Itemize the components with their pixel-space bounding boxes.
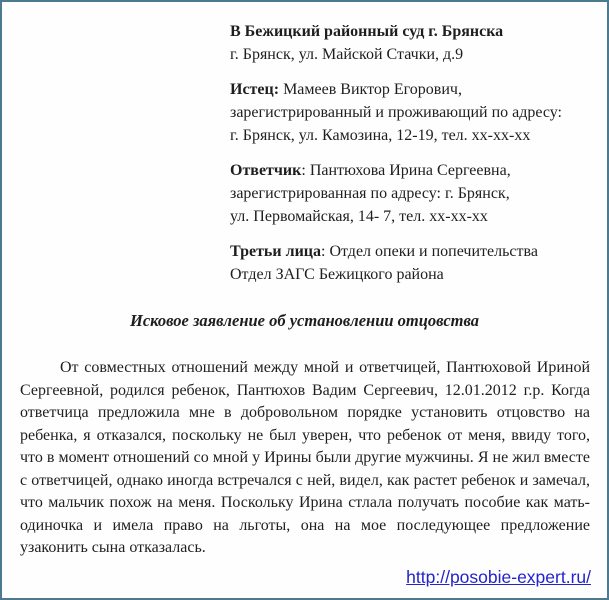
third-parties-block xyxy=(230,240,593,286)
court-name: В Бежицкий районный суд г. Брянска xyxy=(230,23,504,40)
footer xyxy=(406,566,591,588)
document-title: Исковое заявление об установлении отцовства xyxy=(129,311,479,330)
defendant-line-2: зарегистрированная по адресу: г. Брянск, xyxy=(230,185,510,202)
plaintiff-block xyxy=(230,78,593,147)
document-header-column xyxy=(230,20,593,286)
defendant-line-1 xyxy=(230,159,593,182)
footer-site-link[interactable]: http://posobie-expert.ru/ xyxy=(406,567,591,587)
third-parties-label: Третьи лица xyxy=(230,243,322,260)
plaintiff-label: Истец: xyxy=(230,81,280,98)
plaintiff-name: Мамеев Виктор Егорович, xyxy=(279,81,462,98)
plaintiff-line-3: г. Брянск, ул. Камозина, 12-19, тел. хх-хх-хх xyxy=(230,127,531,144)
body-paragraph: От совместных отношений между мной и ответчицей, Пантюховой Ириной Сергеевной, родился ребенок, Пантюхов Вадим Сергеевич, 12.01.2012 г.р. Когда ответчица предложила мне в добровольном порядке установить отцовство на ребенка, я отказался, поскольку не был уверен, что ребенок от меня, ввиду того, что в момент отношений со мной у Ирины были другие мужчины. Я не жил вместе с ответчицей, однако иногда встречался с ней, видел, как растет ребенок и замечал, что мальчик похож на меня. Поскольку Ирина стлала получать пособие как мать-одиночка и имела право на льготы, она на мое последующее предложение узаконить сына отказалась. xyxy=(20,359,590,556)
third-parties-name: : Отдел опеки и попечительства xyxy=(321,243,538,260)
defendant-name: : Пантюхова Ирина Сергеевна, xyxy=(301,162,511,179)
court-block xyxy=(230,20,593,66)
court-address: г. Брянск, ул. Майской Стачки, д.9 xyxy=(230,46,464,63)
third-parties-line-2: Отдел ЗАГС Бежицкого района xyxy=(230,266,444,283)
third-parties-line-1 xyxy=(230,240,593,263)
defendant-label: Ответчик xyxy=(230,162,302,179)
plaintiff-line-2: зарегистрированный и проживающий по адресу: xyxy=(230,104,562,121)
defendant-block xyxy=(230,159,593,228)
plaintiff-line-1 xyxy=(230,78,593,101)
defendant-line-3: ул. Первомайская, 14- 7, тел. хх-хх-хх xyxy=(230,208,488,225)
